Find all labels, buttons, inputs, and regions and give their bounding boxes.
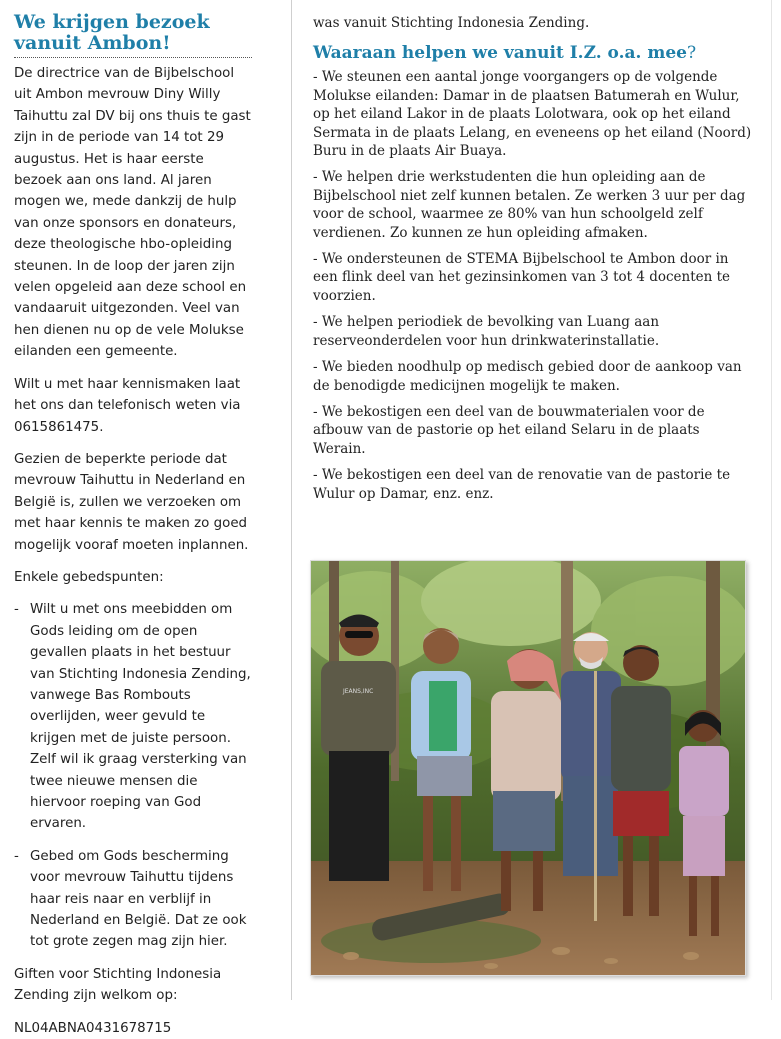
bank-account-number: NL04ABNA0431678715 bbox=[14, 1020, 172, 1036]
support-heading bbox=[313, 43, 753, 63]
visit-heading-line2: vanuit Ambon! bbox=[14, 32, 171, 54]
donations-paragraph: Giften voor Stichting Indonesia Zending zijn welkom op: bbox=[14, 966, 222, 1004]
group-photo-illustration bbox=[311, 561, 745, 975]
visit-heading-line1: We krijgen bezoek bbox=[14, 11, 210, 33]
visit-heading bbox=[14, 12, 252, 58]
planning-paragraph: Gezien de beperkte periode dat mevrouw Taihuttu in Nederland en België is, zullen we verzoeken om met haar kennis te maken zo goed mogelijk vooraf moeten inplannen. bbox=[14, 451, 249, 553]
support-item: - We bekostigen een deel van de renovatie van de pastorie te Wulur op Damar, enz. enz. bbox=[313, 467, 731, 502]
support-item: - We helpen drie werkstudenten die hun opleiding aan de Bijbelschool niet zelf kunnen betalen. Ze werken 3 uur per dag voor de school, waarmee ze 80% van hun schoolgeld zelf verdienen. Zo kunnen ze hun opleiding afmaken. bbox=[313, 169, 746, 241]
prayer-point-text: Gebed om Gods bescherming voor mevrouw Taihuttu tijdens haar reis naar en verblijf in Nederland en België. Dat ze ook tot grote zegen mag zijn hier. bbox=[30, 848, 247, 950]
prayer-points-list bbox=[14, 599, 254, 953]
prayer-point: - Gebed om Gods bescherming voor mevrouw Taihuttu tijdens haar reis naar en verblijf in Nederland en België. Dat ze ook tot grote zegen mag zijn hier. bbox=[14, 848, 247, 950]
group-photo bbox=[310, 560, 746, 976]
right-column bbox=[313, 14, 753, 511]
continuation-text: was vanuit Stichting Indonesia Zending. bbox=[313, 15, 590, 31]
prayer-point: - Wilt u met ons meebidden om Gods leiding om de open gevallen plaats in het bestuur van Stichting Indonesia Zending, vanwege Bas Rombouts overlijden, weer gevuld te krijgen met de juiste persoon. Zelf wil ik graag versterking van twee nieuwe mensen die hiervoor roeping van God ervaren. bbox=[14, 602, 251, 832]
left-column bbox=[14, 12, 254, 1039]
contact-paragraph: Wilt u met haar kennismaken laat het ons dan telefonisch weten via 0615861475. bbox=[14, 376, 241, 435]
support-heading-question-mark: ? bbox=[686, 43, 697, 64]
support-item: - We bekostigen een deel van de bouwmaterialen voor de afbouw van de pastorie op het eiland Selaru in de plaats Werain. bbox=[313, 403, 705, 457]
support-item: - We ondersteunen de STEMA Bijbelschool te Ambon door in een flink deel van het gezinsinkomen van 3 tot 4 docenten te voorzien. bbox=[313, 251, 731, 304]
support-heading-text: Waaraan helpen we vanuit I.Z. o.a. mee bbox=[313, 43, 687, 64]
prayer-point-text: Wilt u met ons meebidden om Gods leiding om de open gevallen plaats in het bestuur van Stichting Indonesia Zending, vanwege Bas Rombouts overlijden, weer gevuld te krijgen met de juiste persoon. Zelf wil ik graag versterking van twee nieuwe mensen die hiervoor roeping van God ervaren. bbox=[30, 602, 251, 832]
prayer-points-heading: Enkele gebedspunten: bbox=[14, 569, 164, 585]
support-item: - We bieden noodhulp op medisch gebied door de aankoop van de benodigde medicijnen mogelijk te maken. bbox=[313, 359, 742, 394]
column-divider bbox=[291, 0, 292, 1000]
page-edge-line bbox=[771, 0, 772, 1000]
shirt-print-text: JEANS,INC bbox=[343, 688, 374, 695]
support-item: - We helpen periodiek de bevolking van Luang aan reserveonderdelen voor hun drinkwaterinstallatie. bbox=[313, 314, 660, 349]
visit-paragraph: De directrice van de Bijbelschool uit Ambon mevrouw Diny Willy Taihuttu zal DV bij ons thuis te gast zijn in de periode van 14 tot 29 augustus. Het is haar eerste bezoek aan ons land. Al jaren mogen we, mede dankzij de hulp van onze sponsors en donateurs, deze theologische hbo-opleiding steunen. In de loop der jaren zijn velen opgeleid aan deze school en vandaaruit uitgezonden. Veel van hen dienen nu op de vele Molukse eilanden een gemeente. bbox=[14, 66, 251, 360]
support-item: - We steunen een aantal jonge voorgangers op de volgende Molukse eilanden: Damar in de plaatsen Batumerah en Wulur, op het eiland Lakor in de plaats Lolotwara, ook op het eiland Sermata in de plaats Lelang, en eveneens op het eiland (Noord) Buru in de plaats Air Buaya. bbox=[313, 69, 752, 160]
